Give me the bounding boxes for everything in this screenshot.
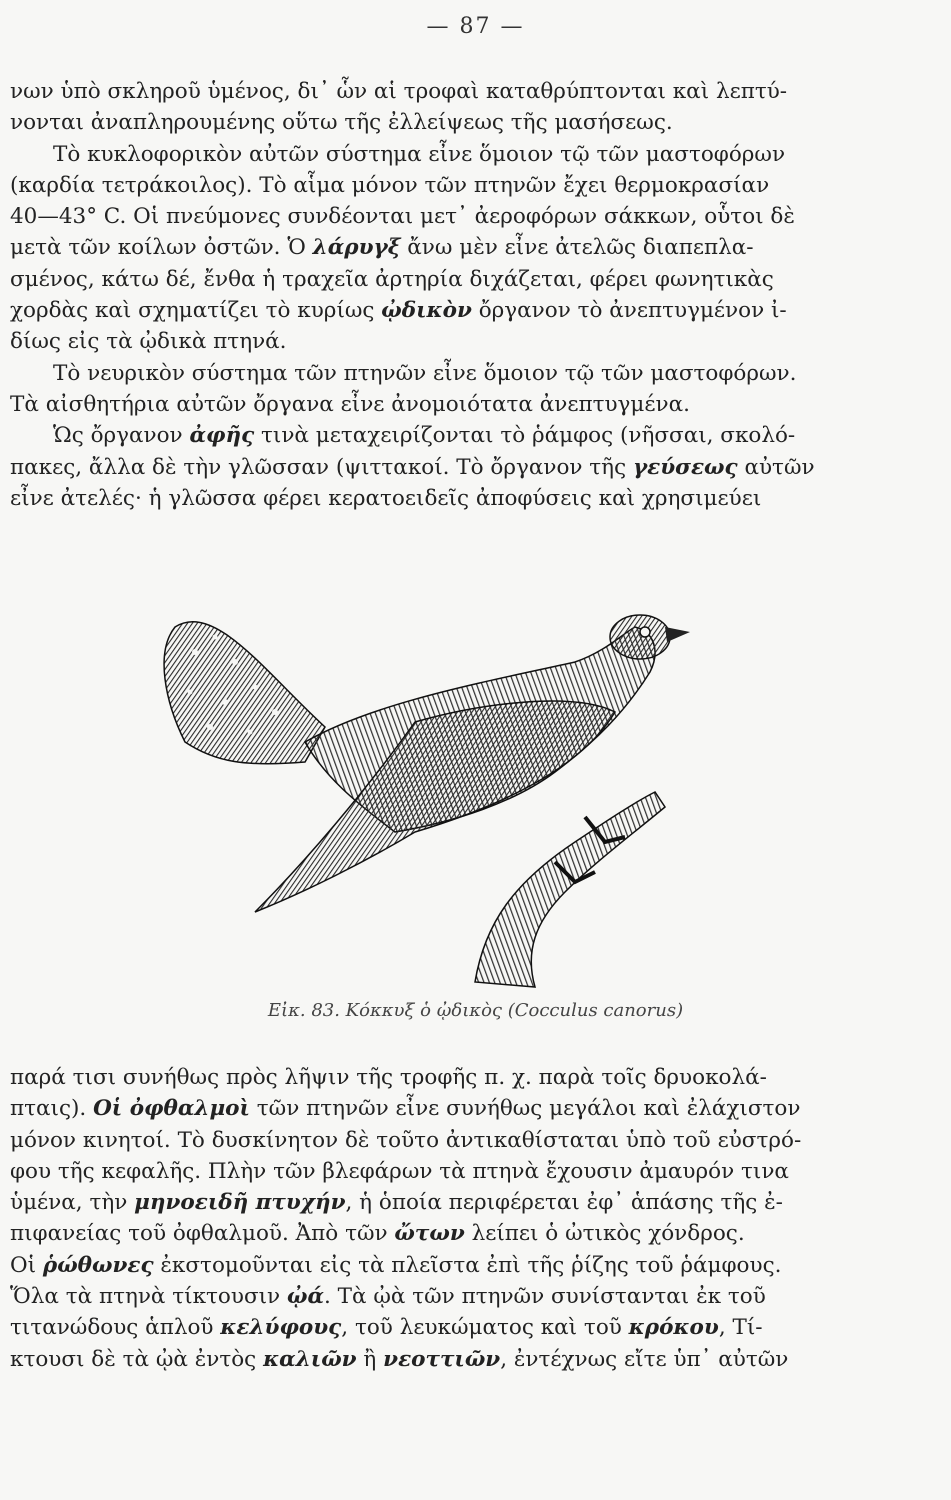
emphasized-term: καλιῶν xyxy=(263,1346,357,1372)
text-line: Ὡς ὄργανον ἀφῆς τινὰ μεταχειρίζονται τὸ ῥάμφος (νῆσσαι, σκολό- xyxy=(10,423,796,449)
text-line: Τὸ κυκλοφορικὸν αὐτῶν σύστημα εἶνε ὅμοιον τῷ τῶν μαστοφόρων xyxy=(10,141,786,167)
branch xyxy=(475,792,665,987)
text-line: Ὅλα τὰ πτηνὰ τίκτουσιν ᾠά. Τὰ ᾠὰ τῶν πτηνῶν συνίστανται ἐκ τοῦ xyxy=(10,1284,766,1310)
emphasized-term: Οἱ ὀφθαλμοὶ xyxy=(93,1096,250,1122)
emphasized-term: ἀφῆς xyxy=(189,423,255,449)
text-line: δίως εἰς τὰ ᾠδικὰ πτηνά. xyxy=(10,329,287,355)
bird-beak xyxy=(665,627,690,642)
emphasized-term: γεύσεως xyxy=(632,454,738,480)
text-line: 40—43° C. Οἱ πνεύμονες συνδέονται μετ᾽ ἀεροφόρων σάκκων, οὗτοι δὲ xyxy=(10,204,795,230)
text-line: πακες, ἄλλα δὲ τὴν γλῶσσαν (ψιττακοί. Τὸ ὄργανον τῆς γεύσεως αὐτῶν xyxy=(10,454,815,480)
emphasized-term: κρόκου xyxy=(628,1315,719,1341)
text-line: νων ὑπὸ σκληροῦ ὑμένος, δι᾽ ὧν αἱ τροφαὶ καταθρύπτονται καὶ λεπτύ- xyxy=(10,79,788,104)
text-line: τιτανώδους ἁπλοῦ κελύφους, τοῦ λευκώματος καὶ τοῦ κρόκου, Τί- xyxy=(10,1315,763,1341)
bird-head xyxy=(610,615,670,659)
emphasized-term: ῥώθωνες xyxy=(42,1252,154,1278)
cuckoo-illustration xyxy=(155,592,715,992)
text-line: εἶνε ἀτελές· ἡ γλῶσσα φέρει κερατοειδεῖς ἀποφύσεις καὶ χρησιμεύει xyxy=(10,485,762,511)
emphasized-term: κελύφους xyxy=(220,1315,342,1341)
bird-eye xyxy=(640,627,650,637)
emphasized-term: λάρυγξ xyxy=(312,235,401,261)
text-line: φου τῆς κεφαλῆς. Πλὴν τῶν βλεφάρων τὰ πτηνὰ ἔχουσιν ἀμαυρόν τινα xyxy=(10,1158,789,1184)
text-line: χορδὰς καὶ σχηματίζει τὸ κυρίως ᾠδικὸν ὄργανον τὸ ἀνεπτυγμένον ἰ- xyxy=(10,298,787,324)
text-line: μετὰ τῶν κοίλων ὀστῶν. Ὁ λάρυγξ ἄνω μὲν εἶνε ἀτελῶς διαπεπλα- xyxy=(10,235,754,261)
text-line: πταις). Οἱ ὀφθαλμοὶ τῶν πτηνῶν εἶνε συνήθως μεγάλοι καὶ ἐλάχιστον xyxy=(10,1096,801,1122)
text-line: Τὸ νευρικὸν σύστημα τῶν πτηνῶν εἶνε ὅμοιον τῷ τῶν μαστοφόρων. xyxy=(10,360,797,386)
text-line: κτουσι δὲ τὰ ᾠὰ ἐντὸς καλιῶν ἢ νεοττιῶν, ἐντέχνως εἴτε ὑπ᾽ αὐτῶν xyxy=(10,1346,789,1372)
emphasized-term: ὤτων xyxy=(394,1221,465,1247)
text-block-bottom xyxy=(10,1062,872,1375)
page-number: — 87 — xyxy=(426,14,525,39)
text-line: ὑμένα, τὴν μηνοειδῆ πτυχήν, ἡ ὁποία περιφέρεται ἐφ᾽ ἁπάσης τῆς ἐ- xyxy=(10,1190,783,1216)
text-line: (καρδία τετράκοιλος). Τὸ αἷμα μόνον τῶν πτηνῶν ἔχει θερμοκρασίαν xyxy=(10,172,770,198)
text-line: Τὰ αἰσθητήρια αὐτῶν ὄργανα εἶνε ἀνομοιότατα ἀνεπτυγμένα. xyxy=(10,391,690,417)
emphasized-term: μηνοειδῆ πτυχήν xyxy=(134,1190,346,1216)
text-block-top xyxy=(10,76,872,514)
text-line: Οἱ ῥώθωνες ἐκστομοῦνται εἰς τὰ πλεῖστα ἐπὶ τῆς ῥίζης τοῦ ῥάμφους. xyxy=(10,1252,782,1278)
text-line: νονται ἀναπληρουμένης οὕτω τῆς ἐλλείψεως τῆς μασήσεως. xyxy=(10,110,673,136)
text-line: πιφανείας τοῦ ὀφθαλμοῦ. Ἀπὸ τῶν ὤτων λείπει ὁ ὠτικὸς χόνδρος. xyxy=(10,1221,745,1247)
figure-caption: Εἰκ. 83. Κόκκυξ ὁ ᾠδικὸς (Cocculus canorus) xyxy=(267,1000,684,1021)
emphasized-term: ᾠά xyxy=(286,1284,324,1310)
text-line: σμένος, κάτω δέ, ἔνθα ἡ τραχεῖα ἀρτηρία διχάζεται, φέρει φωνητικὰς xyxy=(10,266,774,292)
emphasized-term: νεοττιῶν xyxy=(383,1346,501,1372)
text-line: παρά τισι συνήθως πρὸς λῆψιν τῆς τροφῆς π. χ. παρὰ τοῖς δρυοκολά- xyxy=(10,1065,767,1090)
text-line: μόνον κινητοί. Τὸ δυσκίνητον δὲ τοῦτο ἀντικαθίσταται ὑπὸ τοῦ εὐστρό- xyxy=(10,1127,802,1153)
emphasized-term: ᾠδικὸν xyxy=(381,298,472,324)
